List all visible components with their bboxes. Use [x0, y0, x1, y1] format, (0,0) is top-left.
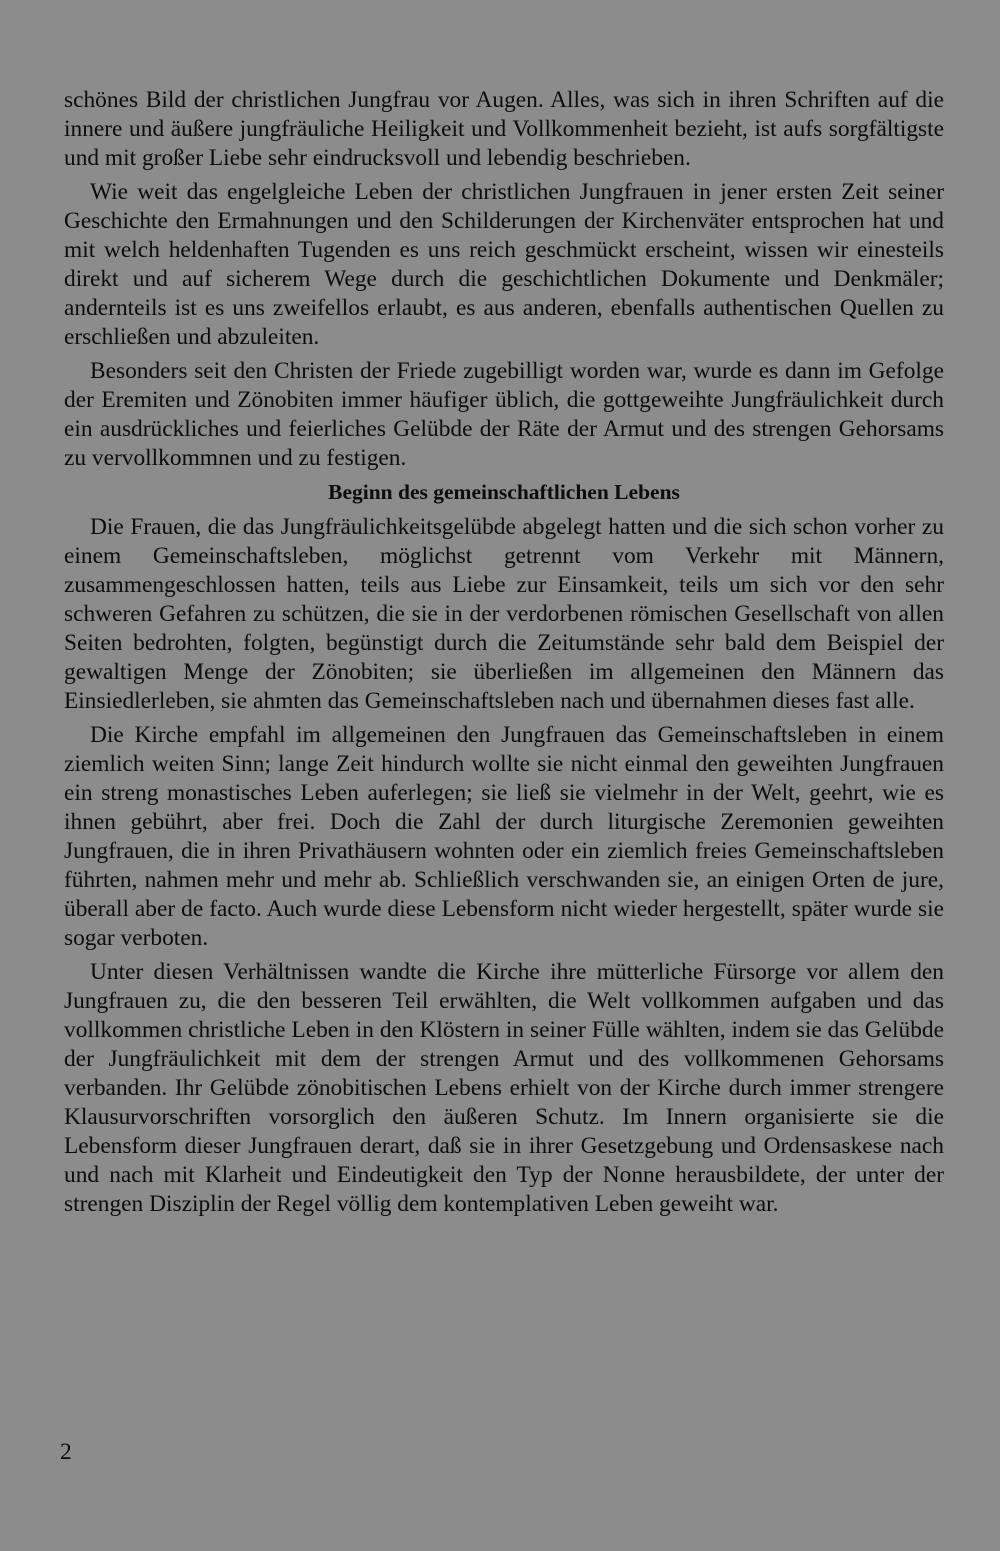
section-heading: Beginn des gemeinschaftlichen Lebens: [328, 480, 680, 504]
page-body-text: [64, 86, 944, 1224]
paragraph-continued: schönes Bild der christlichen Jungfrau vor Augen. Alles, was sich in ihren Schriften auf die innere und äußere jungfräuliche Heiligkeit und Vollkommenheit bezieht, ist aufs sorgfältigste und mit großer Liebe sehr eindrucksvoll und lebendig beschrieben.: [64, 87, 944, 171]
paragraph: Die Kirche empfahl im allgemeinen den Jungfrauen das Gemeinschaftsleben in einem ziemlich weiten Sinn; lange Zeit hindurch wollte sie nicht einmal den geweihten Jungfrauen ein streng monastisches Leben auferlegen; sie ließ sie vielmehr in der Welt, geehrt, wie es ihnen gebührt, aber frei. Doch die Zahl der durch liturgische Zeremonien geweihten Jungfrauen, die in ihren Privathäusern wohnten oder ein ziemlich freies Gemeinschaftsleben führten, nahmen mehr und mehr ab. Schließlich verschwanden sie, an einigen Orten de jure, überall aber de facto. Auch wurde diese Lebensform nicht wieder hergestellt, später wurde sie sogar verboten.: [64, 722, 944, 951]
paragraph: Die Frauen, die das Jungfräulichkeitsgelübde abgelegt hatten und die sich schon vorher zu einem Gemeinschaftsleben, möglichst getrennt vom Verkehr mit Männern, zusammengeschlossen hatten, teils aus Liebe zur Einsamkeit, teils um sich vor den sehr schweren Gefahren zu schützen, die sie in der verdorbenen römischen Gesellschaft von allen Seiten bedrohten, folgten, begünstigt durch die Zeitumstände sehr bald dem Beispiel der gewaltigen Menge der Zönobiten; sie überließen im allgemeinen den Männern das Einsiedlerleben, sie ahmten das Gemeinschaftsleben nach und übernahmen dieses fast alle.: [64, 514, 944, 714]
paragraph: Wie weit das engelgleiche Leben der christlichen Jungfrauen in jener ersten Zeit seiner Geschichte den Ermahnungen und den Schilderungen der Kirchenväter entsprochen hat und mit welch heldenhaften Tugenden es uns reich geschmückt erscheint, wissen wir einesteils direkt und auf sicherem Wege durch die geschichtlichen Dokumente und Denkmäler; andernteils ist es uns zweifellos erlaubt, es aus anderen, ebenfalls authentischen Quellen zu erschließen und abzuleiten.: [64, 179, 944, 350]
paragraph: Unter diesen Verhältnissen wandte die Kirche ihre mütterliche Fürsorge vor allem den Jungfrauen zu, die den besseren Teil erwählten, die Welt vollkommen aufgaben und das vollkommen christliche Leben in den Klöstern in seiner Fülle wählten, indem sie das Gelübde der Jungfräulichkeit mit dem der strengen Armut und des vollkommenen Gehorsams verbanden. Ihr Gelübde zönobitischen Lebens erhielt von der Kirche durch immer strengere Klausurvorschriften vorsorglich den äußeren Schutz. Im Innern organisierte sie die Lebensform dieser Jungfrauen derart, daß sie in ihrer Gesetzgebung und Ordensaskese nach und nach mit Klarheit und Eindeutigkeit den Typ der Nonne herausbildete, der unter der strengen Disziplin der Regel völlig dem kontemplativen Leben geweiht war.: [64, 959, 944, 1217]
paragraph: Besonders seit den Christen der Friede zugebilligt worden war, wurde es dann im Gefolge der Eremiten und Zönobiten immer häufiger üblich, die gottgeweihte Jungfräulichkeit durch ein ausdrückliches und feierliches Gelübde der Räte der Armut und des strengen Gehorsams zu vervollkommnen und zu festigen.: [64, 358, 944, 471]
page-number: 2: [60, 1439, 72, 1465]
